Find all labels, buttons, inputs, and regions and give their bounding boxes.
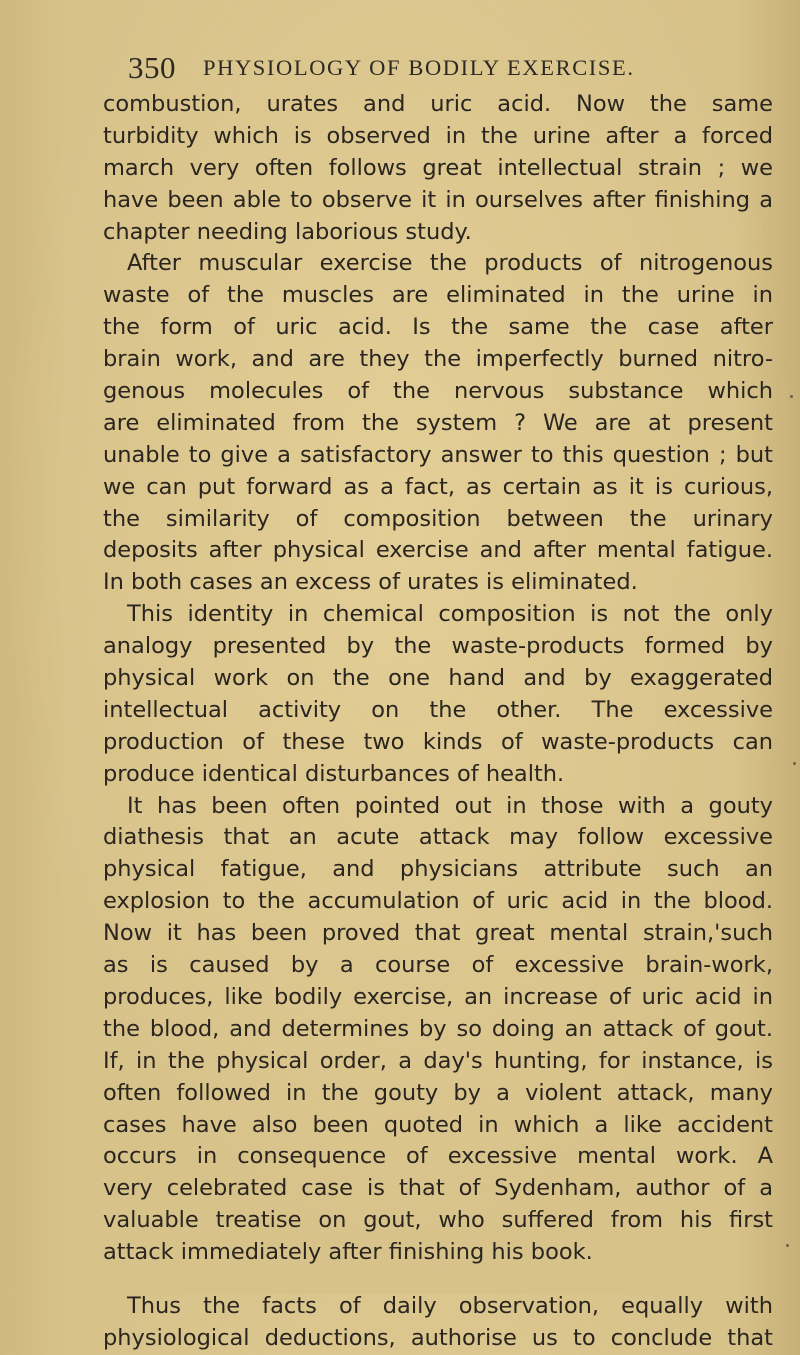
text-line: brain work, and are they the imperfectly burned nitro- bbox=[103, 346, 773, 373]
text-line: produce identical disturbances of health. bbox=[103, 760, 565, 787]
paragraph-gap bbox=[103, 1269, 773, 1291]
text-line: physical work on the one hand and by exaggerated bbox=[103, 665, 773, 692]
text-line: march very often follows great intellectual strain ; we bbox=[103, 154, 773, 181]
paragraph bbox=[103, 791, 773, 1269]
text-line: If, in the physical order, a day's hunting, for instance, is bbox=[103, 1047, 773, 1074]
text-line: as is caused by a course of excessive brain-work, bbox=[103, 952, 773, 979]
text-line: combustion, urates and uric acid. Now the same bbox=[103, 91, 773, 117]
text-line: After muscular exercise the products of nitrogenous bbox=[127, 250, 773, 277]
text-line: production of these two kinds of waste-products can bbox=[103, 728, 773, 755]
text-line: attack immediately after finishing his book. bbox=[103, 1239, 593, 1266]
text-line: It has been often pointed out in those with a gouty bbox=[127, 792, 773, 819]
running-title: PHYSIOLOGY OF BODILY EXERCISE. bbox=[203, 55, 635, 80]
text-line: turbidity which is observed in the urine after a forced bbox=[103, 122, 773, 149]
text-line: physical fatigue, and physicians attribute such an bbox=[103, 856, 773, 883]
text-line: the form of uric acid. Is the same the case after bbox=[103, 314, 773, 341]
text-line: produces, like bodily exercise, an increase of uric acid in bbox=[103, 983, 773, 1010]
text-line: very celebrated case is that of Sydenham, author of a bbox=[103, 1175, 773, 1202]
text-line: diathesis that an acute attack may follow excessive bbox=[103, 824, 773, 851]
text-line: This identity in chemical composition is not the only bbox=[127, 601, 773, 628]
text-line: physiological deductions, authorise us to conclude that bbox=[103, 1324, 773, 1351]
body-text bbox=[103, 89, 773, 1355]
text-line: intellectual activity on the other. The excessive bbox=[103, 696, 773, 723]
text-line: have been able to observe it in ourselves after finishing a bbox=[103, 186, 773, 213]
paragraph bbox=[103, 89, 773, 248]
margin-speck bbox=[793, 762, 796, 765]
text-line: we can put forward as a fact, as certain as it is curious, bbox=[103, 473, 773, 500]
text-line: often followed in the gouty by a violent attack, many bbox=[103, 1079, 773, 1106]
text-line: cases have also been quoted in which a like accident bbox=[103, 1111, 773, 1138]
text-line: Now it has been proved that great mental strain,'such bbox=[103, 920, 773, 947]
text-line: explosion to the accumulation of uric acid in the blood. bbox=[103, 888, 773, 915]
text-line: occurs in consequence of excessive mental work. A bbox=[103, 1143, 773, 1170]
text-line: the similarity of composition between the urinary bbox=[103, 505, 773, 532]
text-line: In both cases an excess of urates is eliminated. bbox=[103, 569, 638, 596]
page-header bbox=[128, 48, 728, 88]
paragraph bbox=[103, 1291, 773, 1355]
text-line: unable to give a satisfactory answer to this question ; but bbox=[103, 441, 773, 468]
text-line: deposits after physical exercise and after mental fatigue. bbox=[103, 537, 773, 564]
text-line: chapter needing laborious study. bbox=[103, 218, 472, 245]
text-line: waste of the muscles are eliminated in the urine in bbox=[103, 282, 773, 309]
text-line: the blood, and determines by so doing an attack of gout. bbox=[103, 1015, 773, 1042]
margin-speck bbox=[790, 395, 793, 398]
text-line: analogy presented by the waste-products formed by bbox=[103, 633, 773, 660]
text-line: genous molecules of the nervous substance which bbox=[103, 378, 773, 405]
page-number: 350 bbox=[128, 50, 176, 85]
text-line: are eliminated from the system ? We are at present bbox=[103, 409, 773, 436]
text-line: valuable treatise on gout, who suffered from his first bbox=[103, 1207, 773, 1234]
paragraph bbox=[103, 248, 773, 599]
paragraph bbox=[103, 599, 773, 790]
text-line: Thus the facts of daily observation, equally with bbox=[127, 1292, 773, 1319]
margin-speck bbox=[786, 1244, 789, 1247]
